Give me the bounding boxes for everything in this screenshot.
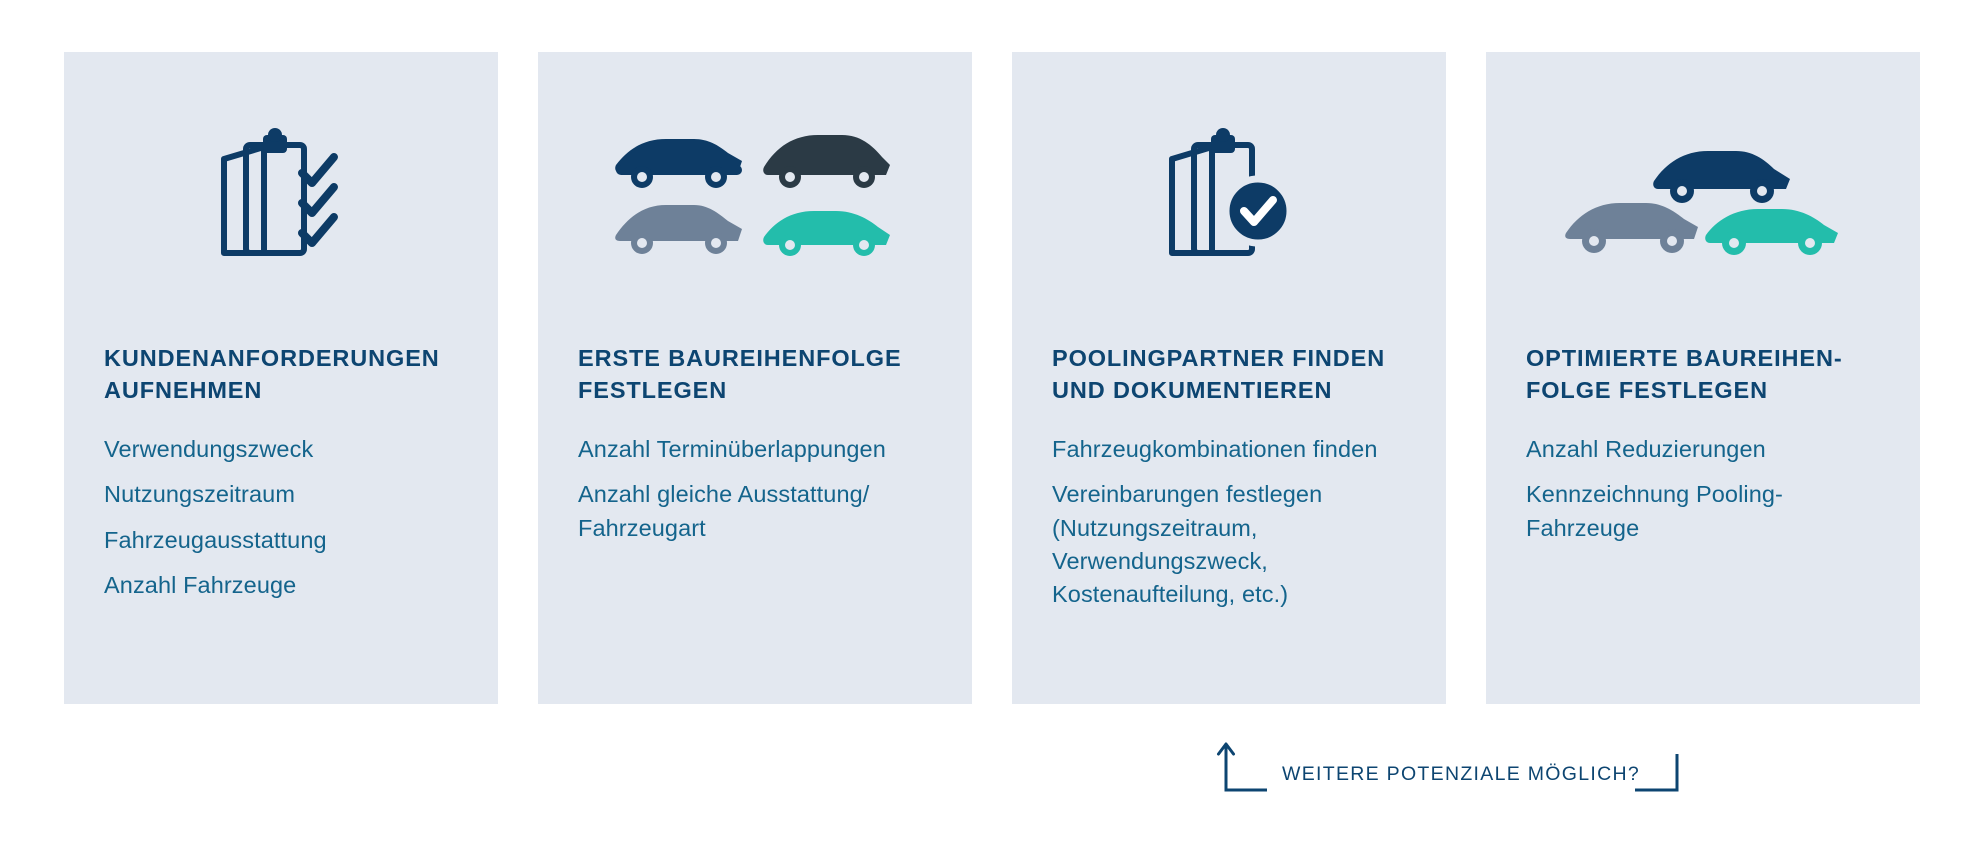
- list-item: Kennzeichnung Pooling-Fahrzeuge: [1526, 481, 1783, 541]
- card-3-icon-area: [1012, 52, 1446, 342]
- three-cars-icon: [1558, 127, 1848, 267]
- list-item: Anzahl gleiche Ausstattung/ Fahrzeugart: [578, 481, 870, 541]
- card-2-icon-area: [538, 52, 972, 342]
- card-4-list: [1486, 407, 1920, 545]
- list-item: Fahrzeugkombinationen finden: [1052, 435, 1378, 462]
- footnote-callout: [1215, 742, 1775, 812]
- process-card-1: [64, 52, 498, 704]
- process-card-row: [64, 52, 1920, 704]
- list-item: Anzahl Terminüberlappungen: [578, 435, 886, 462]
- card-2-list: [538, 407, 972, 545]
- clipboard-checklist-icon: [206, 127, 356, 267]
- list-item: Verwendungszweck: [104, 435, 314, 462]
- list-item: Anzahl Fahrzeuge: [104, 571, 297, 598]
- process-card-3: [1012, 52, 1446, 704]
- process-card-2: [538, 52, 972, 704]
- card-3-title: POOLINGPARTNER FINDEN UND DOKUMENTIEREN: [1052, 345, 1386, 404]
- list-item: Nutzungszeitraum: [104, 481, 295, 508]
- clipboard-check-badge-icon: [1154, 127, 1304, 267]
- list-item: Fahrzeugausstattung: [104, 526, 327, 553]
- four-cars-icon: [610, 127, 900, 267]
- process-card-4: [1486, 52, 1920, 704]
- card-4-title: OPTIMIERTE BAUREIHEN-FOLGE FESTLEGEN: [1526, 345, 1843, 404]
- list-item: Vereinbarungen festlegen (Nutzungszeitraum, Verwendungszweck, Kostenaufteilung, etc.): [1052, 481, 1323, 608]
- card-4-icon-area: [1486, 52, 1920, 342]
- card-2-title: ERSTE BAUREIHENFOLGE FESTLEGEN: [578, 345, 902, 404]
- card-1-icon-area: [64, 52, 498, 342]
- card-3-list: [1012, 407, 1446, 612]
- card-1-title: KUNDENANFORDERUNGEN AUFNEHMEN: [104, 345, 440, 404]
- list-item: Anzahl Reduzierungen: [1526, 435, 1766, 462]
- card-1-list: [64, 407, 498, 602]
- footnote-label: WEITERE POTENZIALE MÖGLICH?: [1282, 763, 1640, 785]
